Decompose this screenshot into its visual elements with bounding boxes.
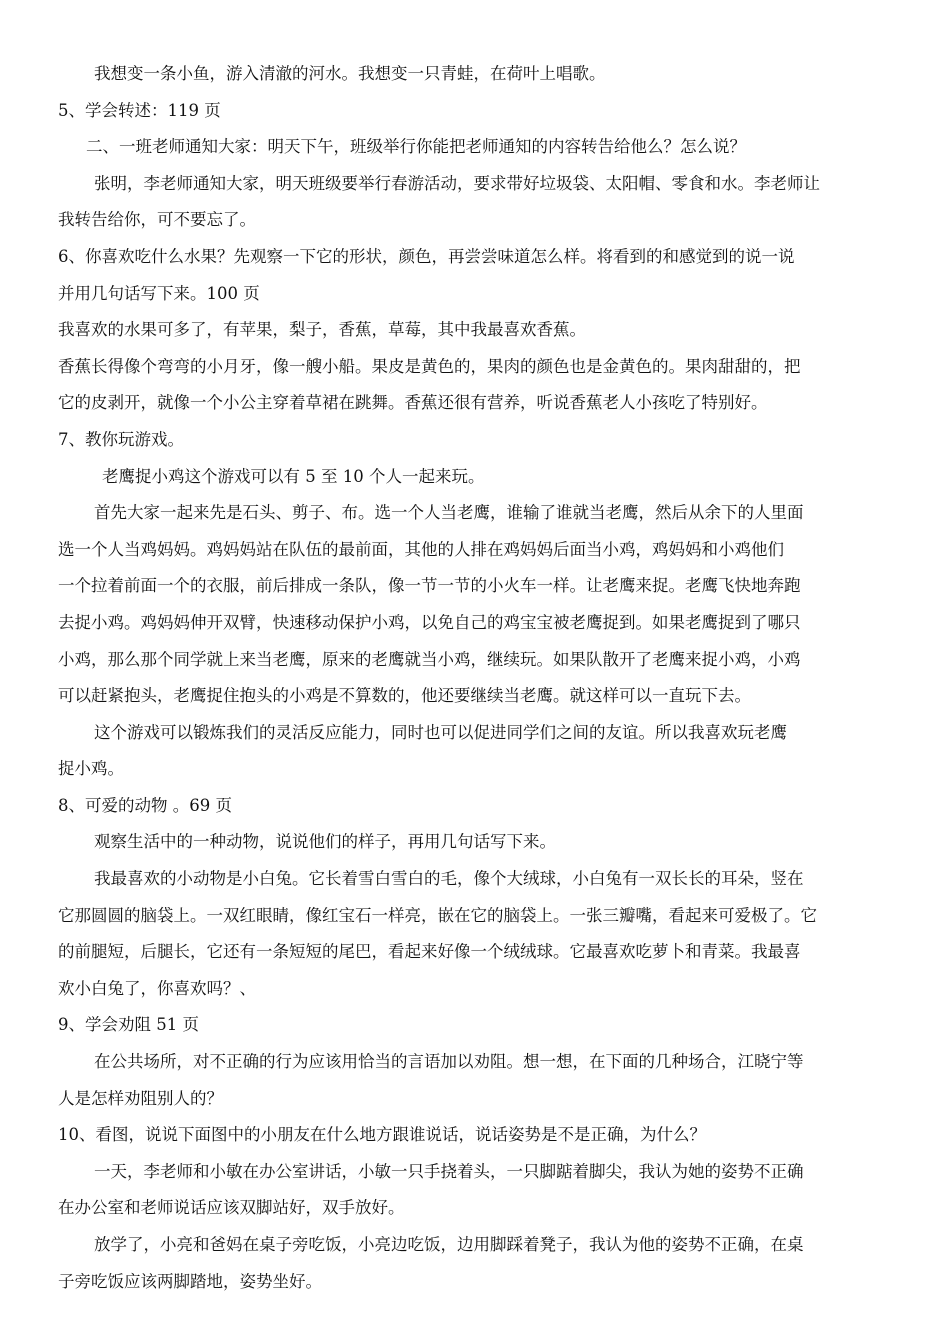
text-line: 一天，李老师和小敏在办公室讲话，小敏一只手挠着头，一只脚踮着脚尖，我认为她的姿势不正确 xyxy=(94,1161,804,1181)
text-line: 9、学会劝阻 51 页 xyxy=(58,1015,199,1035)
text-line: 在办公室和老师说话应该双脚站好，双手放好。 xyxy=(58,1198,405,1218)
text-line: 我转告给你，可不要忘了。 xyxy=(58,210,256,230)
text-line: 它的皮剥开，就像一个小公主穿着草裙在跳舞。香蕉还很有营养，听说香蕉老人小孩吃了特别好。 xyxy=(58,393,768,413)
text-line: 我喜欢的水果可多了，有苹果，梨子，香蕉，草莓，其中我最喜欢香蕉。 xyxy=(58,320,586,340)
text-line: 放学了，小亮和爸妈在桌子旁吃饭，小亮边吃饭，边用脚踩着凳子，我认为他的姿势不正确，在桌 xyxy=(94,1235,804,1254)
text-line: 5、学会转述：119 页 xyxy=(58,100,221,120)
text-line: 观察生活中的一种动物，说说他们的样子，再用几句话写下来。 xyxy=(94,832,556,852)
text-line: 子旁吃饭应该两脚踏地，姿势坐好。 xyxy=(58,1271,322,1291)
text-line: 老鹰捉小鸡这个游戏可以有 5 至 10 个人一起来玩。 xyxy=(102,466,485,486)
text-line: 去捉小鸡。鸡妈妈伸开双臂，快速移动保护小鸡，以免自己的鸡宝宝被老鹰捉到。如果老鹰捉到了哪只 xyxy=(58,612,801,632)
text-line: 捉小鸡。 xyxy=(58,759,124,779)
text-line: 选一个人当鸡妈妈。鸡妈妈站在队伍的最前面，其他的人排在鸡妈妈后面当小鸡，鸡妈妈和小鸡他们 xyxy=(58,539,784,559)
text-line: 8、可爱的动物 。69 页 xyxy=(58,795,232,815)
text-line: 香蕉长得像个弯弯的小月牙，像一艘小船。果皮是黄色的，果肉的颜色也是金黄色的。果肉甜甜的，把 xyxy=(58,356,801,376)
text-line: 人是怎样劝阻别人的？ xyxy=(58,1088,223,1108)
text-line: 在公共场所，对不正确的行为应该用恰当的言语加以劝阻。想一想，在下面的几种场合，江晓宁等 xyxy=(94,1052,804,1072)
text-line: 这个游戏可以锻炼我们的灵活反应能力，同时也可以促进同学们之间的友谊。所以我喜欢玩老鹰 xyxy=(94,722,787,742)
text-line: 可以赶紧抱头，老鹰捉住抱头的小鸡是不算数的，他还要继续当老鹰。就这样可以一直玩下去。 xyxy=(58,686,751,706)
text-line: 二、一班老师通知大家：明天下午，班级举行你能把老师通知的内容转告给他么？怎么说？ xyxy=(86,137,746,157)
text-line: 7、教你玩游戏。 xyxy=(58,429,184,449)
text-line: 我想变一条小鱼，游入清澈的河水。我想变一只青蛙，在荷叶上唱歌。 xyxy=(94,64,606,83)
text-line: 张明，李老师通知大家，明天班级要举行春游活动，要求带好垃圾袋、太阳帽、零食和水。李老师让 xyxy=(94,173,820,193)
text-line: 首先大家一起来先是石头、剪子、布。选一个人当老鹰，谁输了谁就当老鹰，然后从余下的人里面 xyxy=(94,503,804,523)
text-line: 并用几句话写下来。100 页 xyxy=(58,283,260,303)
text-line: 一个拉着前面一个的衣服，前后排成一条队，像一节一节的小火车一样。让老鹰来捉。老鹰飞快地奔跑 xyxy=(58,576,801,596)
text-line: 它那圆圆的脑袋上。一双红眼睛，像红宝石一样亮，嵌在它的脑袋上。一张三瓣嘴，看起来可爱极了。它 xyxy=(58,905,817,925)
document-body xyxy=(58,56,892,1300)
text-line: 的前腿短，后腿长，它还有一条短短的尾巴，看起来好像一个绒绒球。它最喜欢吃萝卜和青菜。我最喜 xyxy=(58,942,801,962)
text-line: 我最喜欢的小动物是小白兔。它长着雪白雪白的毛，像个大绒球，小白兔有一双长长的耳朵，竖在 xyxy=(94,869,804,889)
text-line: 小鸡，那么那个同学就上来当老鹰，原来的老鹰就当小鸡，继续玩。如果队散开了老鹰来捉小鸡，小鸡 xyxy=(58,649,801,669)
text-line: 欢小白兔了，你喜欢吗？、 xyxy=(58,978,256,998)
text-line: 10、看图，说说下面图中的小朋友在什么地方跟谁说话，说话姿势是不是正确，为什么？ xyxy=(58,1125,706,1145)
text-line: 6、你喜欢吃什么水果？先观察一下它的形状，颜色，再尝尝味道怎么样。将看到的和感觉到的说一说 xyxy=(58,246,795,266)
